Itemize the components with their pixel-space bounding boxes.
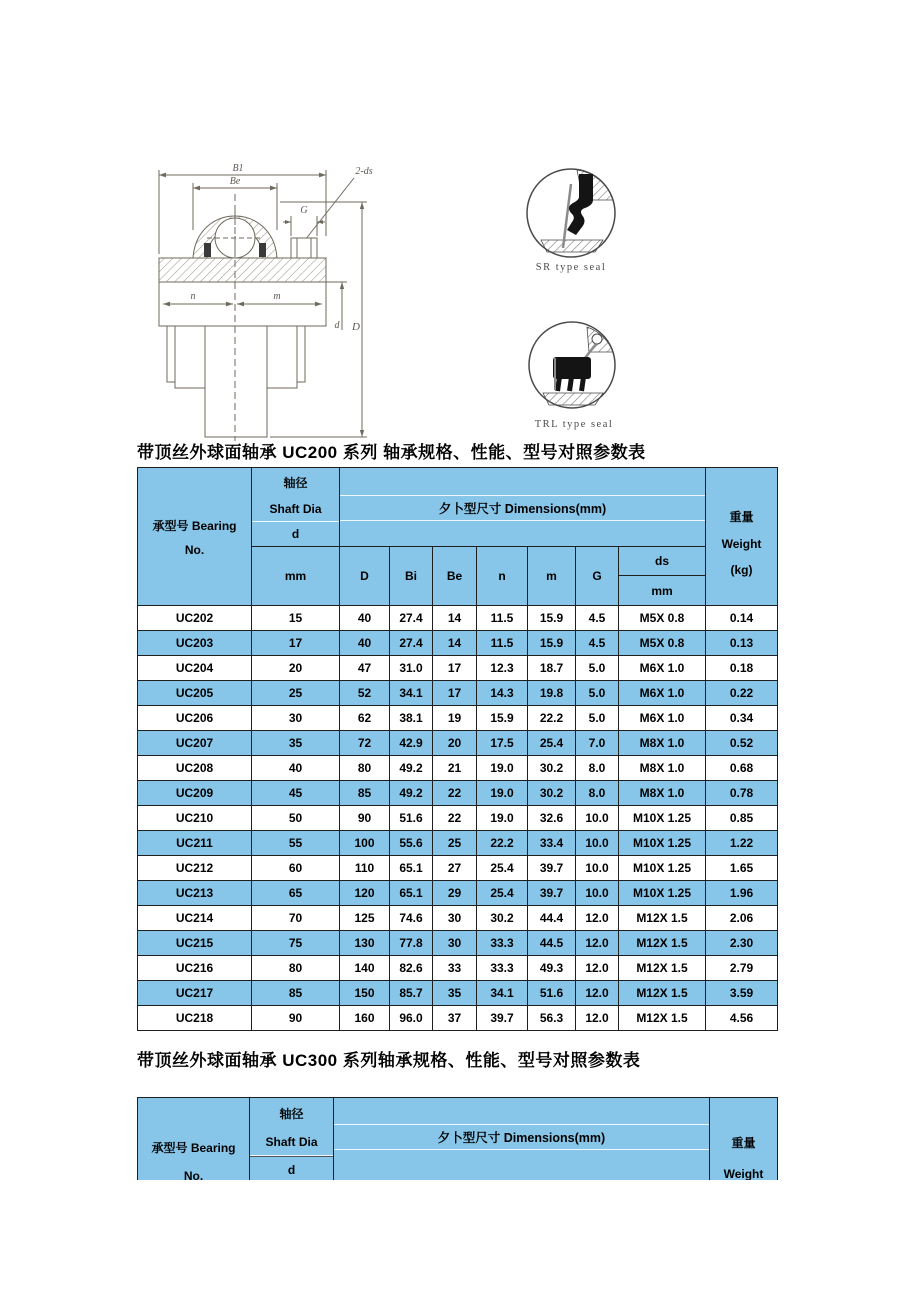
trl-seal-diagram [529,322,615,430]
cell-m: 49.3 [528,956,576,981]
cell-m: 39.7 [528,856,576,881]
cell-D: 125 [340,906,390,931]
cell-G: 10.0 [576,881,619,906]
header-ds-label: ds [619,547,705,576]
cell-n: 17.5 [477,731,528,756]
cell-n: 25.4 [477,881,528,906]
cell-G: 4.5 [576,631,619,656]
cell-no: UC214 [138,906,252,931]
header-weight-en: Weight [721,537,762,551]
spec-row-UC210 [138,806,778,831]
cell-d: 65 [252,881,340,906]
header-bearing-no [138,468,252,606]
cell-no: UC203 [138,631,252,656]
spec-row-UC204 [138,656,778,681]
cell-Bi: 42.9 [390,731,433,756]
spec-row-UC213 [138,881,778,906]
cell-D: 62 [340,706,390,731]
cell-G: 5.0 [576,656,619,681]
cell-ds: M6X 1.0 [619,706,706,731]
cell-Bi: 51.6 [390,806,433,831]
cell-d: 45 [252,781,340,806]
cell-D: 52 [340,681,390,706]
uc300-header-weight-zh: 重量 [731,1135,756,1150]
dim-label-b1: B1 [232,163,244,174]
cell-Bi: 27.4 [390,606,433,631]
cell-G: 12.0 [576,1006,619,1031]
cell-n: 25.4 [477,856,528,881]
cell-Bi: 55.6 [390,831,433,856]
cell-m: 30.2 [528,781,576,806]
cell-w: 2.30 [706,931,778,956]
cell-m: 18.7 [528,656,576,681]
cell-Be: 35 [433,981,477,1006]
cell-n: 12.3 [477,656,528,681]
cell-no: UC216 [138,956,252,981]
header-shaft-zh: 轴径 [283,475,308,490]
cell-Bi: 49.2 [390,781,433,806]
cell-G: 5.0 [576,706,619,731]
cell-D: 72 [340,731,390,756]
cell-G: 10.0 [576,856,619,881]
cell-Bi: 27.4 [390,631,433,656]
cell-G: 10.0 [576,806,619,831]
cell-m: 33.4 [528,831,576,856]
cell-d: 20 [252,656,340,681]
cell-G: 12.0 [576,956,619,981]
cell-ds: M10X 1.25 [619,881,706,906]
cell-n: 30.2 [477,906,528,931]
cell-d: 35 [252,731,340,756]
header-shaft-symbol: d [252,522,339,547]
header-weight-unit: (kg) [730,563,753,577]
cell-G: 8.0 [576,781,619,806]
uc300-header-dimensions-group [334,1098,710,1181]
cell-Bi: 82.6 [390,956,433,981]
cell-ds: M12X 1.5 [619,956,706,981]
cell-no: UC213 [138,881,252,906]
header-bearing-line1: 承型号 Bearing [152,518,237,533]
header-shaft-dia [252,468,340,606]
cell-w: 0.22 [706,681,778,706]
cell-m: 56.3 [528,1006,576,1031]
cell-w: 0.68 [706,756,778,781]
cell-ds: M8X 1.0 [619,756,706,781]
cell-Bi: 77.8 [390,931,433,956]
cell-Bi: 31.0 [390,656,433,681]
cell-D: 40 [340,631,390,656]
cell-D: 100 [340,831,390,856]
cell-no: UC206 [138,706,252,731]
cell-ds: M8X 1.0 [619,781,706,806]
cell-w: 0.14 [706,606,778,631]
spec-row-UC205 [138,681,778,706]
cell-n: 14.3 [477,681,528,706]
cell-n: 33.3 [477,931,528,956]
cell-w: 3.59 [706,981,778,1006]
cell-ds: M10X 1.25 [619,831,706,856]
cell-G: 5.0 [576,681,619,706]
cell-D: 160 [340,1006,390,1031]
cell-Bi: 49.2 [390,756,433,781]
cell-d: 80 [252,956,340,981]
sr-seal-diagram [527,169,615,273]
cell-Be: 22 [433,806,477,831]
cell-n: 39.7 [477,1006,528,1031]
dim-label-d: d [334,320,340,331]
cell-G: 8.0 [576,756,619,781]
header-col-n: n [477,547,528,606]
uc300-spec-table [137,1097,778,1180]
header-col-m: m [528,547,576,606]
cell-n: 19.0 [477,806,528,831]
cell-D: 130 [340,931,390,956]
dim-label-n: n [190,291,196,302]
uc300-section-title: 带顶丝外球面轴承 UC300 系列轴承规格、性能、型号对照参数表 [137,1051,641,1070]
cell-m: 32.6 [528,806,576,831]
cell-Be: 30 [433,906,477,931]
cell-Be: 17 [433,656,477,681]
cell-Be: 14 [433,631,477,656]
dim-label-be: Be [229,176,241,187]
cell-ds: M12X 1.5 [619,906,706,931]
cell-m: 44.5 [528,931,576,956]
uc300-header-dimensions-label: 夕卜型尺寸 Dimensions(mm) [334,1124,709,1150]
header-col-G: G [576,547,619,606]
cell-w: 0.18 [706,656,778,681]
cell-D: 85 [340,781,390,806]
cell-D: 90 [340,806,390,831]
cell-n: 22.2 [477,831,528,856]
cell-G: 10.0 [576,831,619,856]
cell-d: 60 [252,856,340,881]
cell-Be: 25 [433,831,477,856]
cell-Bi: 65.1 [390,881,433,906]
cell-Be: 27 [433,856,477,881]
cell-m: 15.9 [528,631,576,656]
cell-D: 47 [340,656,390,681]
cell-G: 12.0 [576,931,619,956]
seal-type-diagrams [525,162,715,437]
dim-label-g: G [300,205,308,216]
cell-d: 25 [252,681,340,706]
cell-Bi: 38.1 [390,706,433,731]
cell-D: 140 [340,956,390,981]
cell-Be: 14 [433,606,477,631]
spec-row-UC207 [138,731,778,756]
cell-d: 30 [252,706,340,731]
trl-seal-label: TRL type seal [534,419,614,430]
cell-G: 4.5 [576,606,619,631]
cell-no: UC208 [138,756,252,781]
spec-row-UC218 [138,1006,778,1031]
uc300-header-shaft-symbol: d [250,1156,333,1180]
cell-n: 33.3 [477,956,528,981]
header-ds-unit: mm [651,583,673,598]
cell-ds: M5X 0.8 [619,606,706,631]
spec-row-UC214 [138,906,778,931]
cell-d: 40 [252,756,340,781]
uc200-spec-table [137,467,778,1031]
uc300-header-shaft-zh: 轴径 [279,1106,304,1121]
uc300-header-shaft-dia [250,1098,334,1181]
cell-no: UC217 [138,981,252,1006]
cell-no: UC210 [138,806,252,831]
cell-w: 1.65 [706,856,778,881]
cell-m: 44.4 [528,906,576,931]
uc300-header-shaft-en: Shaft Dia [250,1128,333,1156]
cell-no: UC218 [138,1006,252,1031]
header-bearing-line2: No. [184,542,205,557]
uc300-header-weight [710,1098,778,1181]
cell-ds: M10X 1.25 [619,856,706,881]
cell-no: UC205 [138,681,252,706]
cell-D: 40 [340,606,390,631]
cell-n: 34.1 [477,981,528,1006]
header-shaft-en: Shaft Dia [252,496,339,522]
cell-D: 120 [340,881,390,906]
spec-row-UC208 [138,756,778,781]
cell-no: UC207 [138,731,252,756]
cell-n: 19.0 [477,781,528,806]
cell-ds: M10X 1.25 [619,806,706,831]
uc200-table-body [138,606,778,1031]
uc300-header-bearing-line2: No. [183,1168,204,1180]
cell-d: 90 [252,1006,340,1031]
cell-m: 25.4 [528,731,576,756]
cell-w: 1.22 [706,831,778,856]
cell-d: 17 [252,631,340,656]
cell-Bi: 85.7 [390,981,433,1006]
cell-no: UC204 [138,656,252,681]
header-col-D: D [340,547,390,606]
header-shaft-unit: mm [284,569,307,583]
spec-row-UC206 [138,706,778,731]
spec-row-UC209 [138,781,778,806]
cell-ds: M5X 0.8 [619,631,706,656]
cell-d: 15 [252,606,340,631]
header-col-Bi: Bi [390,547,433,606]
cell-w: 1.96 [706,881,778,906]
sr-seal-label: SR type seal [535,262,607,273]
cell-w: 4.56 [706,1006,778,1031]
cell-w: 2.06 [706,906,778,931]
cell-D: 150 [340,981,390,1006]
cell-Bi: 74.6 [390,906,433,931]
cell-no: UC209 [138,781,252,806]
cell-ds: M8X 1.0 [619,731,706,756]
cell-m: 51.6 [528,981,576,1006]
cell-m: 22.2 [528,706,576,731]
cell-w: 0.34 [706,706,778,731]
cell-Be: 29 [433,881,477,906]
bearing-section-diagram [145,150,480,445]
cell-ds: M6X 1.0 [619,656,706,681]
cell-d: 50 [252,806,340,831]
cell-no: UC215 [138,931,252,956]
cell-D: 110 [340,856,390,881]
header-weight [706,468,778,606]
cell-no: UC202 [138,606,252,631]
cell-m: 19.8 [528,681,576,706]
spec-row-UC211 [138,831,778,856]
cell-Be: 30 [433,931,477,956]
uc200-section-title: 带顶丝外球面轴承 UC200 系列 轴承规格、性能、型号对照参数表 [137,443,646,462]
spec-row-UC217 [138,981,778,1006]
cell-w: 0.78 [706,781,778,806]
dim-label-D: D [352,321,360,333]
cell-w: 0.52 [706,731,778,756]
cell-Be: 17 [433,681,477,706]
cell-Be: 19 [433,706,477,731]
cell-G: 12.0 [576,906,619,931]
uc300-table-clip [137,1097,779,1180]
cell-D: 80 [340,756,390,781]
spec-row-UC216 [138,956,778,981]
cell-w: 0.85 [706,806,778,831]
uc300-header-bearing-line1: 承型号 Bearing [151,1140,236,1155]
dim-label-2ds: 2-ds [355,166,373,177]
cell-Bi: 96.0 [390,1006,433,1031]
uc300-header-weight-en: Weight [723,1166,764,1180]
cell-Bi: 65.1 [390,856,433,881]
cell-n: 15.9 [477,706,528,731]
cell-G: 12.0 [576,981,619,1006]
uc300-header-bearing-no [138,1098,250,1181]
cell-Be: 37 [433,1006,477,1031]
cell-ds: M12X 1.5 [619,981,706,1006]
cell-m: 39.7 [528,881,576,906]
cell-G: 7.0 [576,731,619,756]
cell-n: 11.5 [477,631,528,656]
cell-no: UC212 [138,856,252,881]
cell-d: 85 [252,981,340,1006]
cell-d: 55 [252,831,340,856]
cell-w: 0.13 [706,631,778,656]
cell-Be: 20 [433,731,477,756]
cell-no: UC211 [138,831,252,856]
cell-ds: M12X 1.5 [619,1006,706,1031]
header-col-Be: Be [433,547,477,606]
cell-Bi: 34.1 [390,681,433,706]
cell-d: 70 [252,906,340,931]
header-col-ds [619,547,706,606]
cell-Be: 21 [433,756,477,781]
cell-ds: M6X 1.0 [619,681,706,706]
cell-Be: 33 [433,956,477,981]
cell-Be: 22 [433,781,477,806]
cell-ds: M12X 1.5 [619,931,706,956]
cell-w: 2.79 [706,956,778,981]
cell-n: 11.5 [477,606,528,631]
header-dimensions-group [340,468,706,547]
cell-m: 30.2 [528,756,576,781]
spec-row-UC212 [138,856,778,881]
header-weight-zh: 重量 [729,510,754,524]
cell-d: 75 [252,931,340,956]
spec-row-UC215 [138,931,778,956]
spec-row-UC202 [138,606,778,631]
cell-n: 19.0 [477,756,528,781]
spec-row-UC203 [138,631,778,656]
dim-label-m: m [273,291,281,302]
cell-m: 15.9 [528,606,576,631]
header-dimensions-label: 夕卜型尺寸 Dimensions(mm) [340,495,705,521]
